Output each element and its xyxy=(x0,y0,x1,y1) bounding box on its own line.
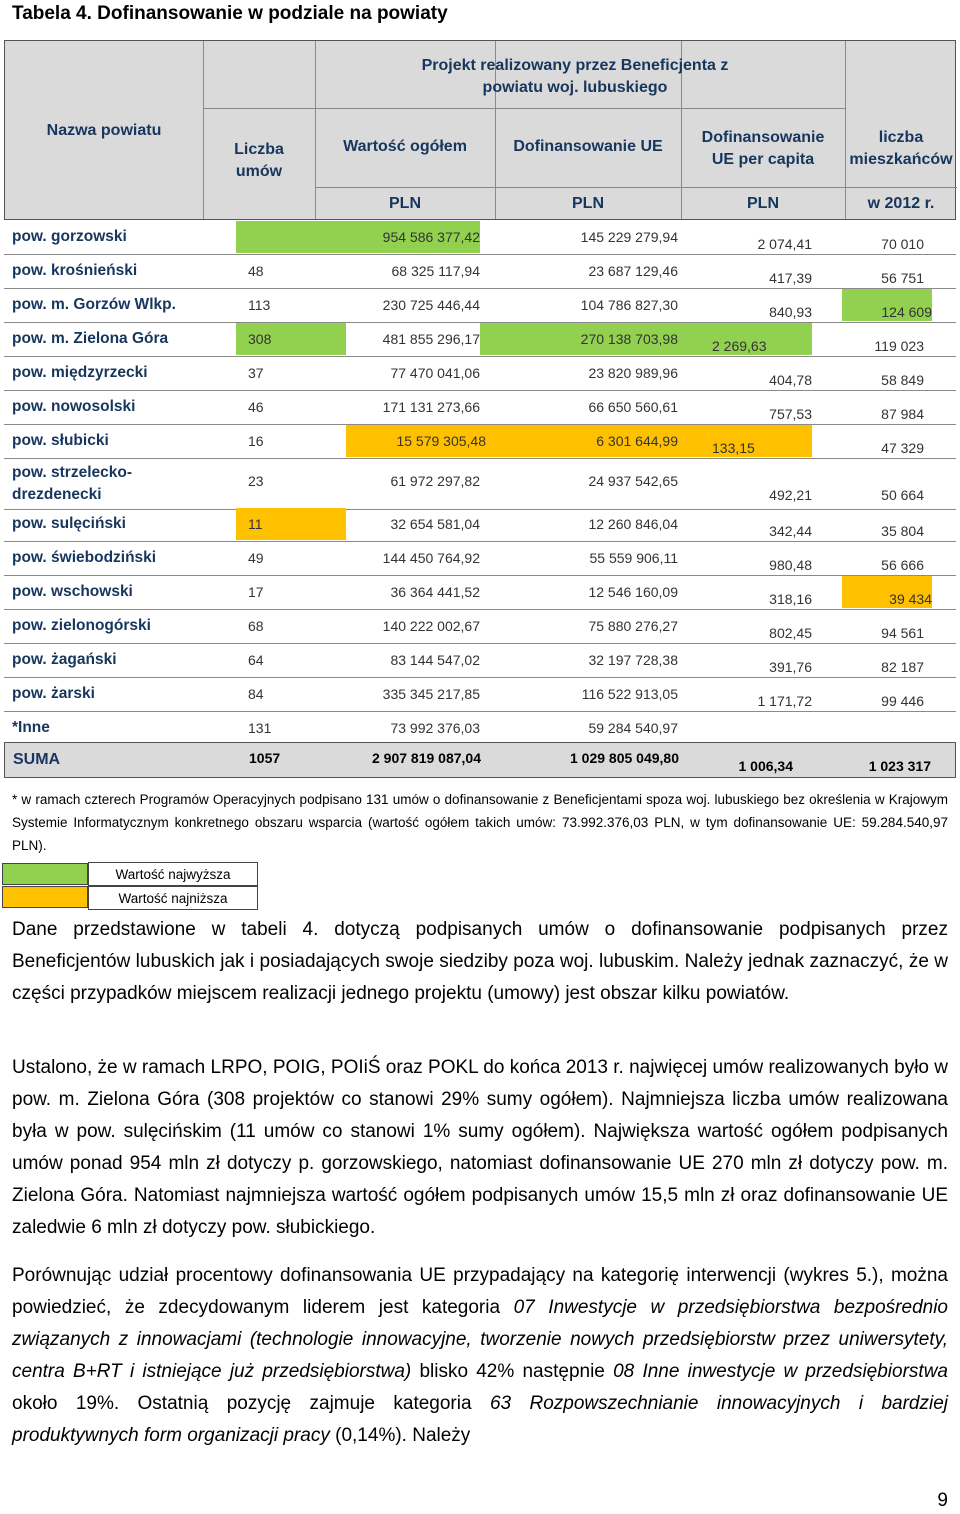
row-ue: 23 820 989,96 xyxy=(588,365,678,381)
row-value: 32 654 581,04 xyxy=(390,516,480,532)
table-row xyxy=(4,678,956,710)
row-population: 58 849 xyxy=(881,372,924,388)
row-count: 48 xyxy=(248,263,264,279)
row-name: pow. świebodziński xyxy=(12,549,157,566)
header-unit-year: w 2012 r. xyxy=(867,195,935,212)
row-name: pow. zielonogórski xyxy=(12,617,151,634)
header-wartosc: Wartość ogółem xyxy=(343,138,467,155)
legend-label-highest: Wartość najwyższa xyxy=(88,862,258,886)
row-count: 49 xyxy=(248,550,264,566)
row-per-capita: 757,53 xyxy=(769,406,812,422)
header-per-capita: Dofinansowanie UE per capita xyxy=(701,129,825,168)
header-unit-pln-1: PLN xyxy=(389,195,421,212)
row-ue: 12 546 160,09 xyxy=(588,584,678,600)
row-population: 94 561 xyxy=(881,625,924,641)
row-value: 73 992 376,03 xyxy=(390,720,480,736)
header-projekt: Projekt realizowany przez Beneficjenta z powiatu woj. lubuskiego xyxy=(421,57,729,96)
legend-swatch-lowest xyxy=(2,886,88,908)
row-per-capita: 840,93 xyxy=(769,304,812,320)
row-value: 83 144 547,02 xyxy=(390,652,480,668)
paragraph-2: Ustalono, że w ramach LRPO, POIG, POIiŚ oraz POKL do końca 2013 r. najwięcej umów realizowanych było w pow. m. Zielona Góra (308 projektów co stanowi 29% sumy ogółem). Najmniejsza liczba umów realizowana była w pow. sulęcińskim (11 umów co stanowi 1% sumy ogółem). Największa wartość ogółem podpisanych umów ponad 954 mln zł dotyczy p. gorzowskiego, natomiast dofinansowanie UE 270 mln zł dotyczy pow. m. Zielona Góra. Natomiast najmniejsza wartość ogółem podpisanych umów 15,5 mln zł oraz dofinansowanie UE zaledwie 6 mln zł dotyczy pow. słubickiego. xyxy=(12,1057,948,1238)
row-name: pow. gorzowski xyxy=(12,228,127,245)
row-value: 230 725 446,44 xyxy=(382,297,480,313)
row-ue: 66 650 560,61 xyxy=(588,399,678,415)
header-unit-pln-2: PLN xyxy=(572,195,604,212)
row-per-capita: 318,16 xyxy=(769,591,812,607)
paragraph-3-part-e: około 19%. Ostatnią pozycję zajmuje kategoria xyxy=(12,1393,490,1414)
row-value: 140 222 002,67 xyxy=(382,618,480,634)
legend-swatch-highest xyxy=(2,863,88,885)
table-row xyxy=(4,289,956,321)
row-value-highest: 954 586 377,42 xyxy=(236,221,480,253)
row-population: 70 010 xyxy=(881,236,924,252)
row-population: 82 187 xyxy=(881,659,924,675)
table-row xyxy=(4,255,956,287)
row-ue: 32 197 728,38 xyxy=(588,652,678,668)
row-population: 87 984 xyxy=(881,406,924,422)
row-count: 37 xyxy=(248,365,264,381)
sum-name: SUMA xyxy=(13,751,61,768)
row-count: 113 xyxy=(248,297,271,313)
row-ue: 6 301 644,99 xyxy=(596,433,678,449)
paragraph-3 xyxy=(12,1260,948,1452)
row-name: pow. m. Zielona Góra xyxy=(12,330,169,347)
sum-value: 2 907 819 087,04 xyxy=(372,750,481,766)
row-population: 47 329 xyxy=(881,440,924,456)
row-ue: 75 880 276,27 xyxy=(588,618,678,634)
row-name: pow. nowosolski xyxy=(12,398,136,415)
row-per-capita: 404,78 xyxy=(769,372,812,388)
row-count: 16 xyxy=(248,433,264,449)
row-per-capita: 2 074,41 xyxy=(757,236,812,252)
row-value-lowest: 15 579 305,48 xyxy=(346,425,688,457)
table-row xyxy=(4,323,956,355)
row-name: *Inne xyxy=(12,719,50,736)
row-count-lowest: 11 xyxy=(236,508,346,540)
header-nazwa: Nazwa powiatu xyxy=(46,122,162,139)
row-per-capita-lowest: 133,15 xyxy=(688,425,812,457)
table-sum-row xyxy=(4,742,956,778)
row-population-highest: 124 609 xyxy=(842,289,932,321)
row-ue-highest: 270 138 703,98 xyxy=(480,323,688,355)
table-row xyxy=(4,459,956,509)
row-value: 144 450 764,92 xyxy=(382,550,480,566)
row-count: 131 xyxy=(248,720,272,736)
row-ue: 23 687 129,46 xyxy=(588,263,678,279)
row-population: 35 804 xyxy=(881,523,924,539)
row-ue: 116 522 913,05 xyxy=(581,686,678,702)
row-ue: 104 786 827,30 xyxy=(580,297,678,313)
row-value: 61 972 297,82 xyxy=(390,473,480,489)
row-name: pow. sulęciński xyxy=(12,515,126,532)
header-dofin-ue: Dofinansowanie UE xyxy=(513,138,663,155)
row-per-capita-highest: 2 269,63 xyxy=(688,323,812,355)
row-value: 481 855 296,17 xyxy=(382,331,480,347)
table-header xyxy=(4,40,956,220)
row-name: pow. wschowski xyxy=(12,583,133,600)
table-row xyxy=(4,712,956,744)
row-value: 36 364 441,52 xyxy=(390,584,480,600)
row-name: pow. żarski xyxy=(12,685,95,702)
table-row xyxy=(4,542,956,574)
page-number: 9 xyxy=(937,1490,948,1511)
table-footnote: * w ramach czterech Programów Operacyjnych podpisano 131 umów o dofinansowanie z Beneficjentami spoza woj. lubuskiego bez określenia w Krajowym Systemie Informatycznym konkretnego obszaru wsparcia (wartość ogółem takich umów: 73.992.376,03 PLN, w tym dofinansowanie UE: 59.284.540,97 PLN). xyxy=(12,792,948,853)
row-value: 68 325 117,94 xyxy=(391,263,480,279)
row-value: 335 345 217,85 xyxy=(382,686,480,702)
row-count: 17 xyxy=(248,584,264,600)
row-name: pow. strzelecko-drezdenecki xyxy=(12,464,133,503)
row-population-lowest: 39 434 xyxy=(842,576,932,608)
row-population: 56 751 xyxy=(881,270,924,286)
row-per-capita: 802,45 xyxy=(769,625,812,641)
table-row xyxy=(4,610,956,642)
row-name: pow. żagański xyxy=(12,651,117,668)
row-count-highest: 308 xyxy=(236,323,346,355)
paragraph-1: Dane przedstawione w tabeli 4. dotyczą podpisanych umów o dofinansowanie podpisanych przez Beneficjentów lubuskich jak i posiadających swoje siedziby poza woj. lubuskim. Należy jednak zaznaczyć, że w części przypadków miejscem realizacji jednego projektu (umowy) jest obszar kilku powiatów. xyxy=(12,919,948,1004)
row-population: 99 446 xyxy=(881,693,924,709)
row-per-capita: 342,44 xyxy=(769,523,812,539)
row-per-capita: 980,48 xyxy=(769,557,812,573)
row-name: pow. międzyrzecki xyxy=(12,364,148,381)
row-name: pow. słubicki xyxy=(12,432,109,449)
row-population: 50 664 xyxy=(881,487,924,503)
paragraph-3-category-63: 63 Rozpowszechnianie innowacyjnych i bardziej produktywnych form organizacji pracy xyxy=(12,1393,948,1446)
paragraph-3-category-08: 08 Inne inwestycje w przedsiębiorstwa xyxy=(613,1361,948,1382)
sum-per-capita: 1 006,34 xyxy=(738,758,793,774)
row-name: pow. krośnieński xyxy=(12,262,138,279)
sum-ue: 1 029 805 049,80 xyxy=(570,750,679,766)
header-liczba-umow: Liczba umów xyxy=(234,141,284,180)
row-name: pow. m. Gorzów Wlkp. xyxy=(12,296,176,313)
row-value: 77 470 041,06 xyxy=(390,365,480,381)
row-population: 119 023 xyxy=(874,338,924,354)
table-row xyxy=(4,357,956,389)
table-row xyxy=(4,576,956,608)
row-ue: 59 284 540,97 xyxy=(588,720,678,736)
table-row xyxy=(4,425,956,457)
sum-count: 1057 xyxy=(249,750,281,766)
row-value: 171 131 273,66 xyxy=(382,399,480,415)
row-count: 23 xyxy=(248,473,264,489)
row-ue: 12 260 846,04 xyxy=(588,516,678,532)
paragraph-3-part-c: blisko 42% następnie xyxy=(411,1361,614,1382)
row-count: 64 xyxy=(248,652,264,668)
row-count: 84 xyxy=(248,686,264,702)
row-ue: 145 229 279,94 xyxy=(580,229,678,245)
row-count: 46 xyxy=(248,399,264,415)
paragraph-3-category-07: 07 Inwestycje w przedsiębiorstwa bezpośrednio związanych z innowacjami (technologie innowacyjne, tworzenie nowych przedsiębiorstw przez uniwersytety, centra B+RT i istniejące już przedsiębiorstwa) xyxy=(12,1297,948,1382)
row-per-capita: 391,76 xyxy=(769,659,812,675)
row-per-capita: 492,21 xyxy=(769,487,812,503)
header-mieszkancow: liczba mieszkańców xyxy=(849,129,953,168)
paragraph-3-part-a: Porównując udział procentowy dofinansowania UE przypadający na kategorię interwencji (wykres 5.), można powiedzieć, że zdecydowanym liderem jest kategoria xyxy=(12,1265,948,1318)
legend-label-lowest: Wartość najniższa xyxy=(88,886,258,910)
row-population: 56 666 xyxy=(881,557,924,573)
row-ue: 55 559 906,11 xyxy=(589,550,678,566)
row-ue: 24 937 542,65 xyxy=(588,473,678,489)
row-count: 68 xyxy=(248,618,264,634)
table-row xyxy=(4,508,956,540)
header-unit-pln-3: PLN xyxy=(747,195,779,212)
table-row xyxy=(4,391,956,423)
row-per-capita: 417,39 xyxy=(769,270,812,286)
row-per-capita: 1 171,72 xyxy=(757,693,812,709)
table-row xyxy=(4,221,956,253)
paragraph-3-part-g: (0,14%). Należy xyxy=(329,1425,471,1446)
table-row xyxy=(4,644,956,676)
sum-population: 1 023 317 xyxy=(868,758,931,774)
table-title: Tabela 4. Dofinansowanie w podziale na powiaty xyxy=(12,3,448,24)
